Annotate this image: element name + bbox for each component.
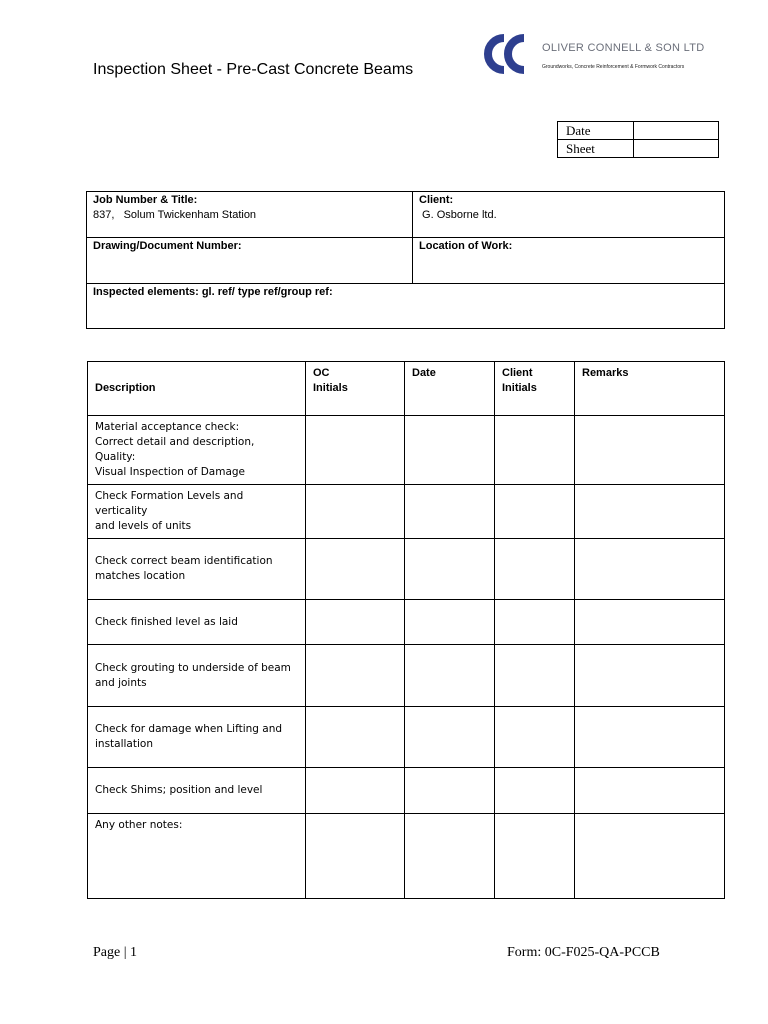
job-info-table [86,191,725,329]
header-oc-label: OC [313,367,330,379]
oc-initials-cell[interactable] [306,485,405,539]
date-cell[interactable] [405,539,495,600]
header-date [405,362,495,416]
row-text: Check correct beam identification [95,555,273,567]
drawing-number-cell[interactable] [87,238,413,284]
client-initials-cell[interactable] [495,600,575,645]
location-label: Location of Work: [419,240,513,252]
client-initials-cell[interactable] [495,416,575,485]
job-number-label: Job Number & Title: [93,194,198,206]
oc-initials-cell[interactable] [306,645,405,707]
date-cell[interactable] [405,485,495,539]
remarks-cell[interactable] [575,485,725,539]
client-cell[interactable] [413,192,725,238]
row-text: and levels of units [95,520,192,532]
row-text: Check Formation Levels and verticality [95,490,244,517]
header-client-label: Client [502,367,533,379]
document-title: Inspection Sheet - Pre-Cast Concrete Beams [93,61,414,78]
row-description [88,485,306,539]
header-client-initials-label: Initials [502,382,537,394]
row-text: Any other notes: [95,819,183,831]
row-text: Visual Inspection of Damage [95,466,246,478]
row-description [88,768,306,814]
row-text: and joints [95,676,147,689]
header-oc-initials-label: Initials [313,382,348,394]
header-client-initials [495,362,575,416]
client-label: Client: [419,194,454,206]
oc-initials-cell[interactable] [306,814,405,899]
table-row [88,645,725,707]
oc-initials-cell[interactable] [306,600,405,645]
job-number-value: 837, Solum Twickenham Station [93,209,257,221]
header-remarks-label: Remarks [582,367,629,379]
table-row [88,814,725,899]
header-remarks [575,362,725,416]
row-text: Quality: [95,451,136,463]
date-cell[interactable] [405,416,495,485]
sheet-label: Sheet [558,140,634,158]
date-field[interactable] [634,122,719,140]
oc-monogram-icon [480,32,532,76]
oc-initials-cell[interactable] [306,416,405,485]
oc-initials-cell[interactable] [306,768,405,814]
remarks-cell[interactable] [575,645,725,707]
form-number: Form: 0C-F025-QA-PCCB [507,945,660,960]
remarks-cell[interactable] [575,707,725,768]
page-number: Page | 1 [93,945,138,960]
date-cell[interactable] [405,600,495,645]
header-description [88,362,306,416]
row-description [88,645,306,707]
checklist-header-row [88,362,725,416]
row-description [88,707,306,768]
client-initials-cell[interactable] [495,539,575,600]
row-text: Check for damage when Lifting and [95,723,283,735]
oc-initials-cell[interactable] [306,539,405,600]
remarks-cell[interactable] [575,539,725,600]
oc-initials-cell[interactable] [306,707,405,768]
date-cell[interactable] [405,768,495,814]
header-description-label: Description [95,382,156,394]
table-row [88,485,725,539]
client-initials-cell[interactable] [495,814,575,899]
company-logo [480,30,710,78]
table-row [88,416,725,485]
remarks-cell[interactable] [575,768,725,814]
row-description [88,416,306,485]
client-initials-cell[interactable] [495,485,575,539]
location-cell[interactable] [413,238,725,284]
sheet-field[interactable] [634,140,719,158]
row-text: Correct detail and description, [95,436,255,448]
remarks-cell[interactable] [575,600,725,645]
row-description [88,539,306,600]
client-value: G. Osborne ltd. [419,209,497,221]
table-row [88,600,725,645]
inspected-elements-label: Inspected elements: gl. ref/ type ref/group ref: [93,286,333,298]
row-text: Material acceptance check: [95,421,240,433]
date-sheet-table [557,121,719,158]
client-initials-cell[interactable] [495,645,575,707]
client-initials-cell[interactable] [495,707,575,768]
row-text: matches location [95,570,186,582]
header-date-label: Date [412,367,436,379]
company-name: OLIVER CONNELL & SON LTD [542,42,705,54]
date-cell[interactable] [405,814,495,899]
company-tagline: Groundworks, Concrete Reinforcement & Formwork Contractors [542,64,685,70]
row-description [88,600,306,645]
drawing-number-label: Drawing/Document Number: [93,240,242,252]
header-oc-initials [306,362,405,416]
table-row [88,768,725,814]
client-initials-cell[interactable] [495,768,575,814]
table-row [88,707,725,768]
inspected-elements-cell[interactable] [87,284,725,329]
date-cell[interactable] [405,645,495,707]
row-text: Check grouting to underside of beam [95,661,291,674]
date-label: Date [558,122,634,140]
date-cell[interactable] [405,707,495,768]
row-text: Check Shims; position and level [95,784,263,796]
remarks-cell[interactable] [575,416,725,485]
inspection-checklist-table [87,361,725,899]
row-description [88,814,306,899]
job-number-cell[interactable] [87,192,413,238]
row-text: installation [95,738,153,750]
table-row [88,539,725,600]
remarks-cell[interactable] [575,814,725,899]
row-text: Check finished level as laid [95,615,238,628]
